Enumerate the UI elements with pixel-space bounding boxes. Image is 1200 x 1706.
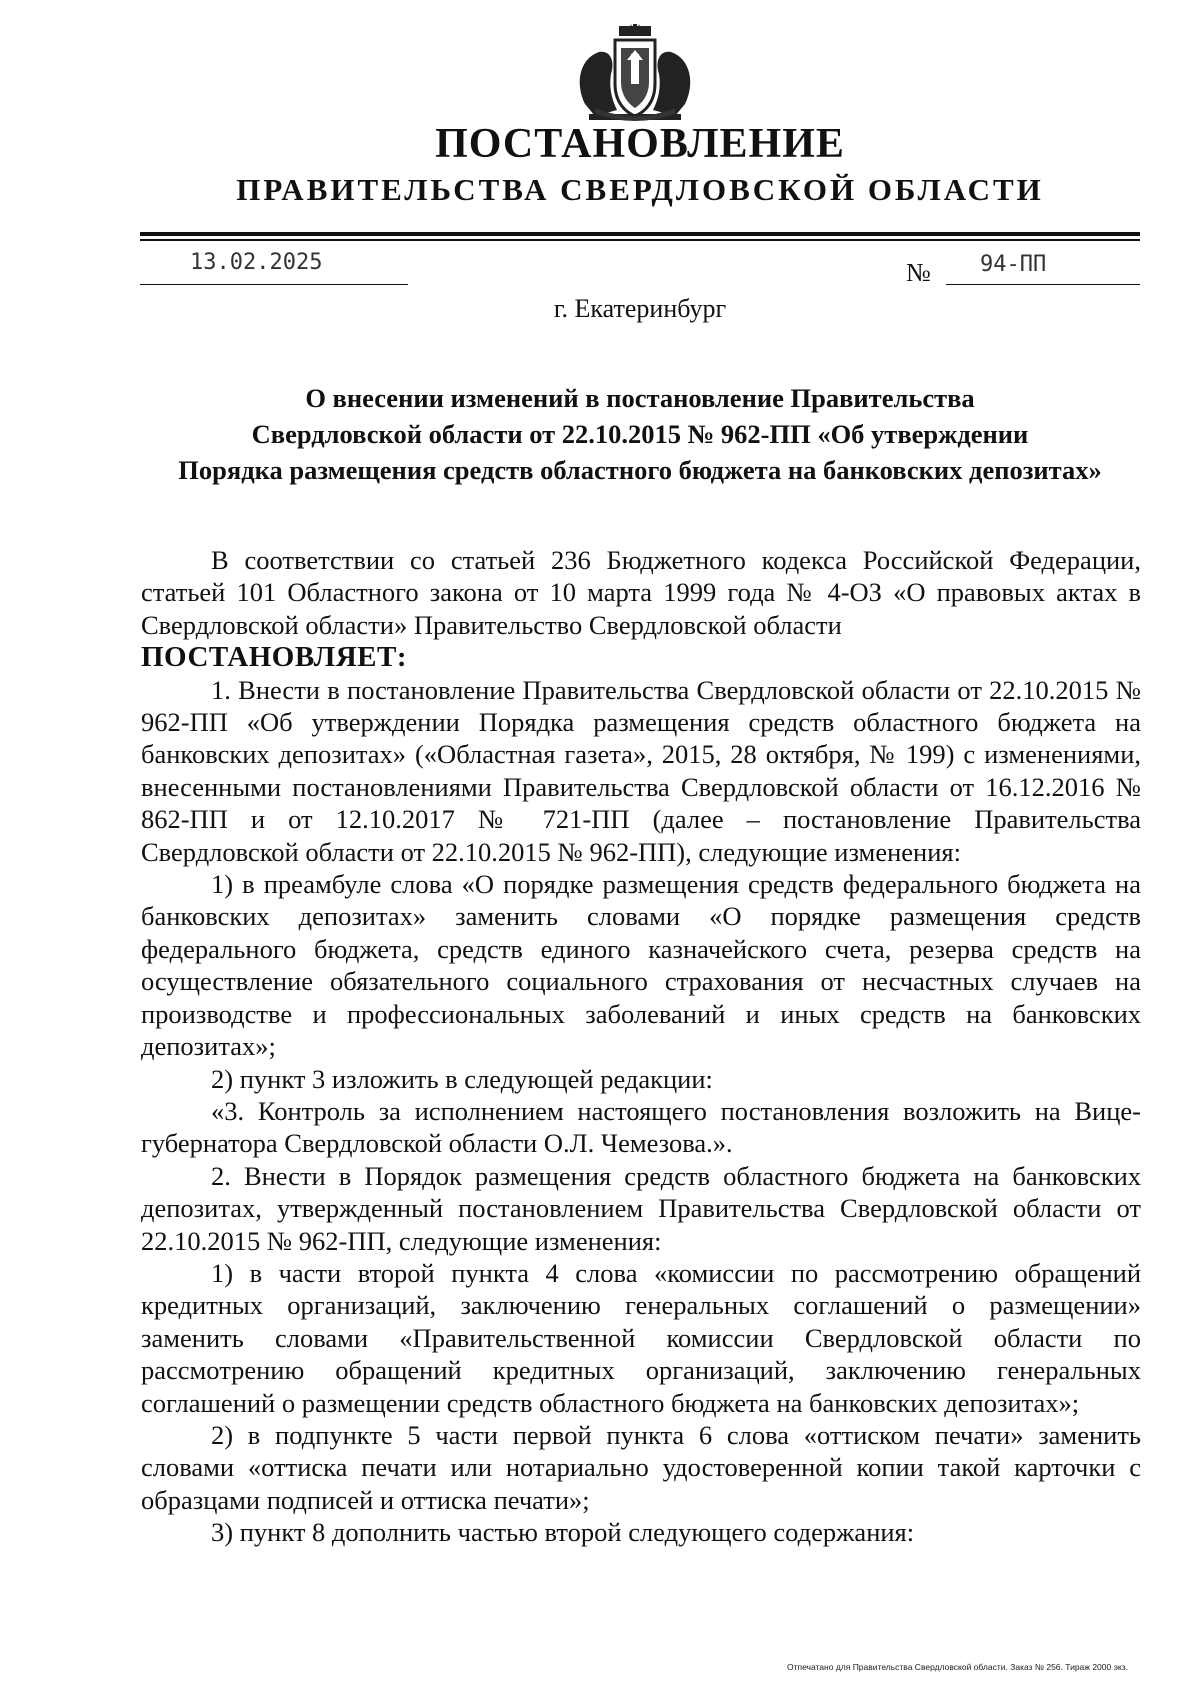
city-name: г. Екатеринбург (553, 294, 727, 323)
body-paragraph: 1) в преамбуле слова «О порядке размещения средств федерального бюджета на банковских депозитах» заменить словами «О порядке размещения средств федерального бюджета, средств единого казначейского счета, резерва средств на осуществление обязательного социального страхования от несчастных случаев на производстве и профессиональных заболеваний и иных средств на банковских депозитах»; (141, 869, 1141, 1062)
document-body (141, 544, 1141, 1549)
header-rule-thin (140, 239, 1140, 241)
body-paragraph: 2. Внести в Порядок размещения средств областного бюджета на банковских депозитах, утвержденный постановлением Правительства Свердловской области от 22.10.2015 № 962-ПП, следующие изменения: (141, 1160, 1141, 1256)
document-issuer: ПРАВИТЕЛЬСТВА СВЕРДЛОВСКОЙ ОБЛАСТИ (236, 172, 1044, 207)
body-paragraph: 1. Внести в постановление Правительства Свердловской области от 22.10.2015 № 962-ПП «Об утверждении Порядка размещения средств областного бюджета на банковских депозитах» («Областная газета», 2015, 28 октября, № 199) с изменениями, внесенными постановлениями Правительства Свердловской области от 16.12.2016 № 862-ПП и от 12.10.2017 № 721-ПП (далее – постановление Правительства Свердловской области от 22.10.2015 № 962-ПП), следующие изменения: (141, 674, 1141, 867)
document-date: 13.02.2025 (190, 250, 323, 275)
decree-word: ПОСТАНОВЛЯЕТ: (141, 641, 407, 674)
body-paragraph: «3. Контроль за исполнением настоящего постановления возложить на Вице-губернатора Свердловской области О.Л. Чемезова.». (141, 1095, 1141, 1159)
document-title (140, 380, 1140, 488)
header-rule-thick (140, 232, 1140, 236)
date-underline (140, 284, 408, 285)
title-line: О внесении изменений в постановление Правительства (305, 383, 975, 413)
body-paragraph: 3) пункт 8 дополнить частью второй следующего содержания: (211, 1517, 915, 1548)
document-number: 94-ПП (980, 252, 1047, 277)
title-line: Порядка размещения средств областного бюджета на банковских депозитах» (178, 455, 1102, 485)
preamble-paragraph: В соответствии со статьей 236 Бюджетного кодекса Российской Федерации, статьей 101 Областного закона от 10 марта 1999 года № 4-ОЗ «О правовых актах в Свердловской области» Правительство Свердловской области (141, 545, 1141, 640)
print-imprint: Отпечатано для Правительства Свердловской области. Заказ № 256. Тираж 2000 экз. (786, 1662, 1128, 1672)
title-line: Свердловской области от 22.10.2015 № 962-ПП «Об утверждении (251, 419, 1029, 449)
body-paragraph: 2) в подпункте 5 части первой пункта 6 слова «оттиском печати» заменить словами «оттиска печати или нотариально удостоверенной копии такой карточки с образцами подписей и оттиска печати»; (141, 1419, 1141, 1515)
number-underline (946, 284, 1140, 285)
document-type: ПОСТАНОВЛЕНИЕ (435, 121, 845, 167)
body-paragraph: 2) пункт 3 изложить в следующей редакции: (211, 1063, 713, 1094)
body-paragraph: 1) в части второй пункта 4 слова «комиссии по рассмотрению обращений кредитных организаций, заключению генеральных соглашений о размещении» заменить словами «Правительственной комиссии Свердловской области по рассмотрению обращений кредитных организаций, заключению генеральных соглашений о размещении средств областного бюджета на банковских депозитах»; (141, 1257, 1141, 1418)
number-sign: № (906, 258, 931, 287)
coat-of-arms-icon (565, 24, 705, 124)
